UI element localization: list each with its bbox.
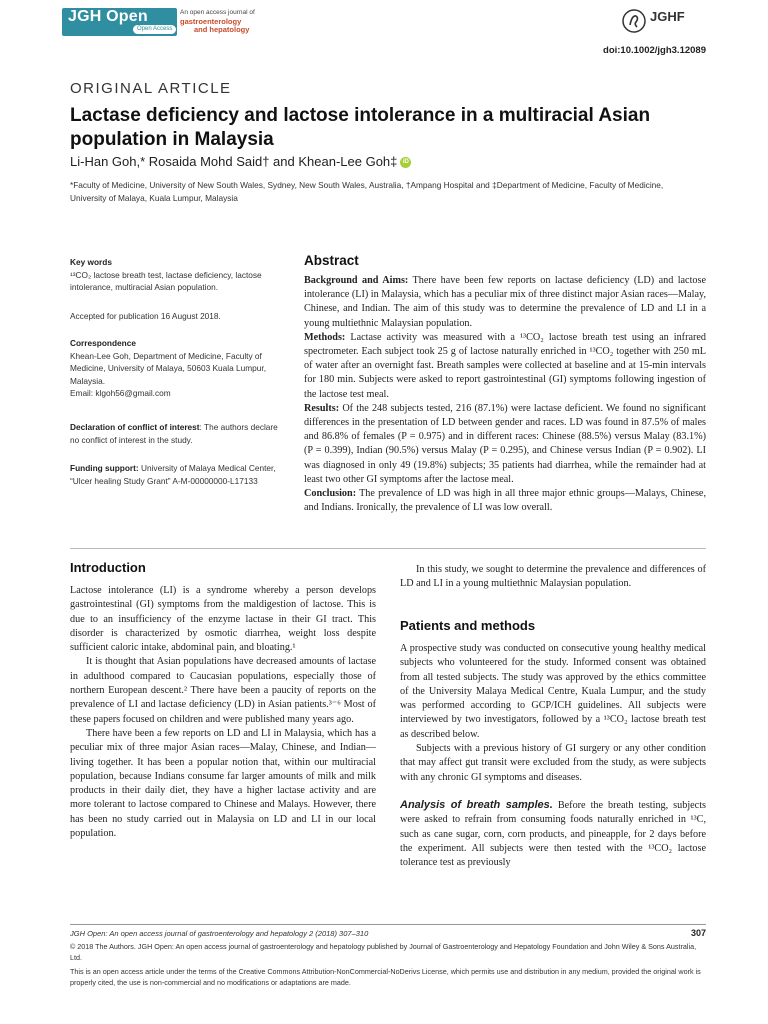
correspondence-heading: Correspondence [70, 338, 136, 348]
abstract-body [304, 274, 706, 515]
author-list: Li-Han Goh,* Rosaida Mohd Said† and Khean-Lee Goh‡ [70, 154, 398, 169]
jghf-emblem-icon [622, 9, 646, 33]
funding-text: University of Malaya Medical Center, “Ulcer healing Study Grant” A-M-00000000-L17133 [70, 463, 276, 486]
abstract-background: Background and Aims: There have been few reports on lactase deficiency (LD) and lactose intolerance (LI) in Malaysia, which has a peculiar mix of three distinct major Asian races—Malay, Chinese, and Indian. The aim of this study was to determine the prevalence of LD and LI in a young multiethnic Malaysian population. [304, 275, 706, 329]
correspondence-email[interactable]: Email: klgoh56@gmail.com [70, 388, 171, 398]
orcid-icon[interactable]: iD [400, 157, 411, 168]
conflict-heading: Declaration of conflict of interest [70, 422, 200, 432]
conflict-block [70, 421, 285, 446]
article-title: Lactase deficiency and lactose intolerance in a multiracial Asian population in Malaysia [70, 105, 651, 150]
article-type: ORIGINAL ARTICLE [70, 80, 232, 97]
keywords: ¹³CO₂ lactose breath test, lactase deficiency, lactose intolerance, multiracial Asian population. [70, 269, 262, 292]
methods-text [400, 642, 706, 870]
abstract-methods: Methods: Lactase activity was measured with a ¹³CO₂ lactose breath test using an infrared spectrometer. Each subject took 25 g of lactose naturally enriched in ¹³CO₂ together with 250 mL of water after an overnight fast. Breath samples were collected at baseline and at 15-min intervals for 180 min. Subjects were asked to report gastrointestinal (GI) symptoms following ingestion of the lactose test meal. [304, 331, 706, 400]
footer-license: This is an open access article under the terms of the Creative Commons Attribution-NonCommercial-NoDerivs License, which permits use and distribution in any medium, provided the original work is properly cited, the use is non-commercial and no modifications or adaptations are made. [70, 967, 701, 987]
keywords-heading: Key words [70, 257, 112, 267]
correspondence-address: Khean-Lee Goh, Department of Medicine, Faculty of Medicine, University of Malaya, 50603 Kuala Lumpur, Malaysia. [70, 350, 267, 386]
journal-description: An open access journal of gastroenterology and hepatology [180, 9, 255, 34]
keywords-block [70, 256, 285, 294]
funding-heading: Funding support: [70, 463, 139, 473]
section-divider [70, 548, 706, 549]
correspondence-block [70, 337, 285, 400]
page-number: 307 [690, 928, 706, 938]
intro-paragraph-4: In this study, we sought to determine the prevalence and differences of LD and LI in a young multiethnic Malaysian population. [400, 564, 706, 590]
funding-block [70, 462, 285, 487]
publisher-logo: JGHF [650, 9, 685, 24]
abstract-heading: Abstract [304, 253, 359, 268]
methods-heading: Patients and methods [400, 618, 536, 633]
intro-paragraph-3: There have been a few reports on LD and LI in Malaysia, which has a peculiar mix of three major Asian races—Malay, Chinese, and Indian—living together. It has been a popular notion that, within our multiracial population, because Indians consume far larger amounts of milk and milk products in their daily diet, they have a higher lactase activity and are more tolerant to lactose compared to Chinese and Malays. However, there has been no study carried out in Malaysia on LD and LI in our local population. [70, 727, 376, 840]
conflict-text: : The authors declare no conflict of interest in the study. [70, 422, 278, 445]
right-column-text [400, 563, 706, 592]
open-access-badge: Open Access [133, 25, 176, 34]
abstract-conclusion: Conclusion: The prevalence of LD was high in all three major ethnic groups—Malays, Chinese, and Indians. Ironically, the prevalence of LI was low overall. [304, 488, 706, 514]
methods-paragraph-2: Subjects with a previous history of GI surgery or any other condition that may affect gut transit were excluded from the study, as were subjects with any chronic GI symptoms and diseases. [400, 743, 706, 783]
authors [70, 154, 411, 169]
introduction-heading: Introduction [70, 560, 146, 575]
affiliations: *Faculty of Medicine, University of New South Wales, Sydney, New South Wales, Australia, †Ampang Hospital and ‡Department of Medicine, Faculty of Medicine, University of Malaya, Kuala Lumpur, Malaysia [70, 180, 664, 203]
intro-paragraph-1: Lactose intolerance (LI) is a syndrome whereby a person develops gastrointestinal (GI) symptoms from the maldigestion of lactose. This is due to an insufficiency of the enzyme lactase in their GI tract. This disorder is characterized by osmotic diarrhea, weight loss despite sufficient caloric intake, abdominal pain, and bloating.¹ [70, 585, 376, 654]
footer-copyright: © 2018 The Authors. JGH Open: An open access journal of gastroenterology and hepatology published by Journal of Gastroenterology and Hepatology Foundation and John Wiley & Sons Australia, Ltd. [70, 942, 697, 962]
intro-paragraph-2: It is thought that Asian populations have decreased amounts of lactase in adulthood compared to Caucasian populations, especially those of northern European descent.² There have been a paucity of reports on the prevalence of LI and lactase deficiency (LD) in Asian patients.³⁻⁶ Most of these papers focused on children and were published many years ago. [70, 656, 376, 725]
journal-logo: JGH Open [68, 8, 148, 25]
methods-paragraph-1: A prospective study was conducted on consecutive young healthy medical subjects who volunteered for the study. Informed consent was obtained from all tested subjects. The study was approved by the ethics committee of the University Malaya Medical Centre, Kuala Lumpur, and the study was performed according to GCP/ICH guidelines. All subjects were interviewed by two investigators, followed by a ¹³CO₂ lactose breath test as described below. [400, 643, 706, 740]
analysis-heading: Analysis of breath samples. [400, 798, 553, 811]
abstract-results: Results: Of the 248 subjects tested, 216 (87.1%) were lactase deficient. We found no significant differences in the presentation of LD between gender and races. LD was found in 87.5% of males and 86.8% of females (P = 0.975) and in different races: Chinese (88.5%) versus Malay (83.1%) (P = 0.399), Indian (90.5%) versus Malay (P = 0.295), and Chinese versus Indian (P = 0.902). LI was diagnosed in only 49 (19.8%) subjects; 35 patients had diarrhea, while the remainder had at least two other GI symptoms after the lactose meal. [304, 402, 706, 485]
footer-journal-citation: JGH Open: An open access journal of gastroenterology and hepatology 2 (2018) 307–310 [70, 929, 369, 938]
accepted-date: Accepted for publication 16 August 2018. [70, 311, 221, 321]
doi[interactable]: doi:10.1002/jgh3.12089 [603, 45, 706, 56]
analysis-paragraph: Analysis of breath samples. Before the breath testing, subjects were asked to refrain from consuming foods naturally enriched in ¹³C, such as cane sugar, corn, corn products, and pineapple, for 2 days before the experiment. All subjects were then tested with the ¹³CO₂ lactose tolerance test as previously [400, 798, 706, 869]
introduction-text [70, 584, 376, 841]
footer-divider [70, 924, 706, 925]
